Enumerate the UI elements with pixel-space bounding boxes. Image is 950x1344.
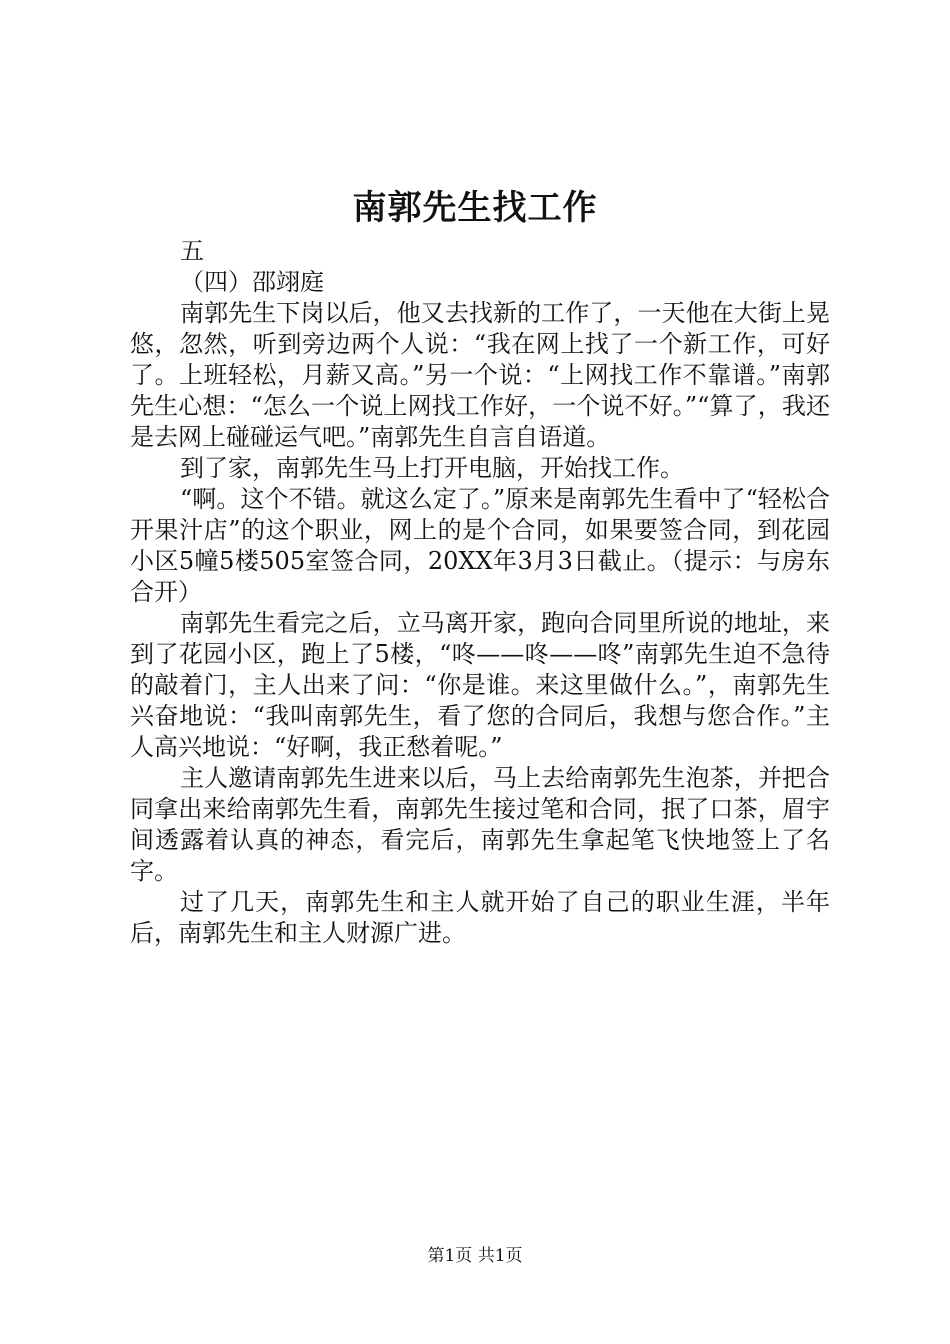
paragraph: 到了家，南郭先生马上打开电脑，开始找工作。	[180, 454, 684, 482]
paragraph: 南郭先生下岗以后，他又去找新的工作了，一天他在大街上晃悠，忽然，听到旁边两个人说：“我在网上找了一个新工作，可好了。上班轻松，月薪又高。”另一个说：“上网找工作不靠谱。”南郭先生心想：“怎么一个说上网找工作好，一个说不好。”“算了，我还是去网上碰碰运气吧。”南郭先生自言自语道。	[130, 299, 830, 451]
class-author-line: （四）邵翊庭	[180, 268, 324, 296]
page-footer: 第1页 共1页	[427, 1246, 523, 1266]
document-body	[130, 236, 830, 949]
paragraph: 过了几天，南郭先生和主人就开始了自己的职业生涯，半年后，南郭先生和主人财源广进。	[130, 888, 830, 947]
paragraph: 主人邀请南郭先生进来以后，马上去给南郭先生泡茶，并把合同拿出来给南郭先生看，南郭先生接过笔和合同，抿了口茶，眉宇间透露着认真的神态，看完后，南郭先生拿起笔飞快地签上了名字。	[130, 764, 830, 885]
paragraph: “啊。这个不错。就这么定了。”原来是南郭先生看中了“轻松合开果汁店”的这个职业，网上的是个合同，如果要签合同，到花园小区5幢5楼505室签合同，20XX年3月3日截止。（提示：与房东合开）	[130, 485, 830, 606]
grade-line: 五	[180, 237, 204, 265]
document-title: 南郭先生找工作	[352, 188, 598, 228]
paragraph: 南郭先生看完之后，立马离开家，跑向合同里所说的地址，来到了花园小区，跑上了5楼，“咚——咚——咚”南郭先生迫不急待的敲着门，主人出来了问：“你是谁。来这里做什么。”，南郭先生兴奋地说：“我叫南郭先生，看了您的合同后，我想与您合作。”主人高兴地说：“好啊，我正愁着呢。”	[130, 609, 830, 761]
